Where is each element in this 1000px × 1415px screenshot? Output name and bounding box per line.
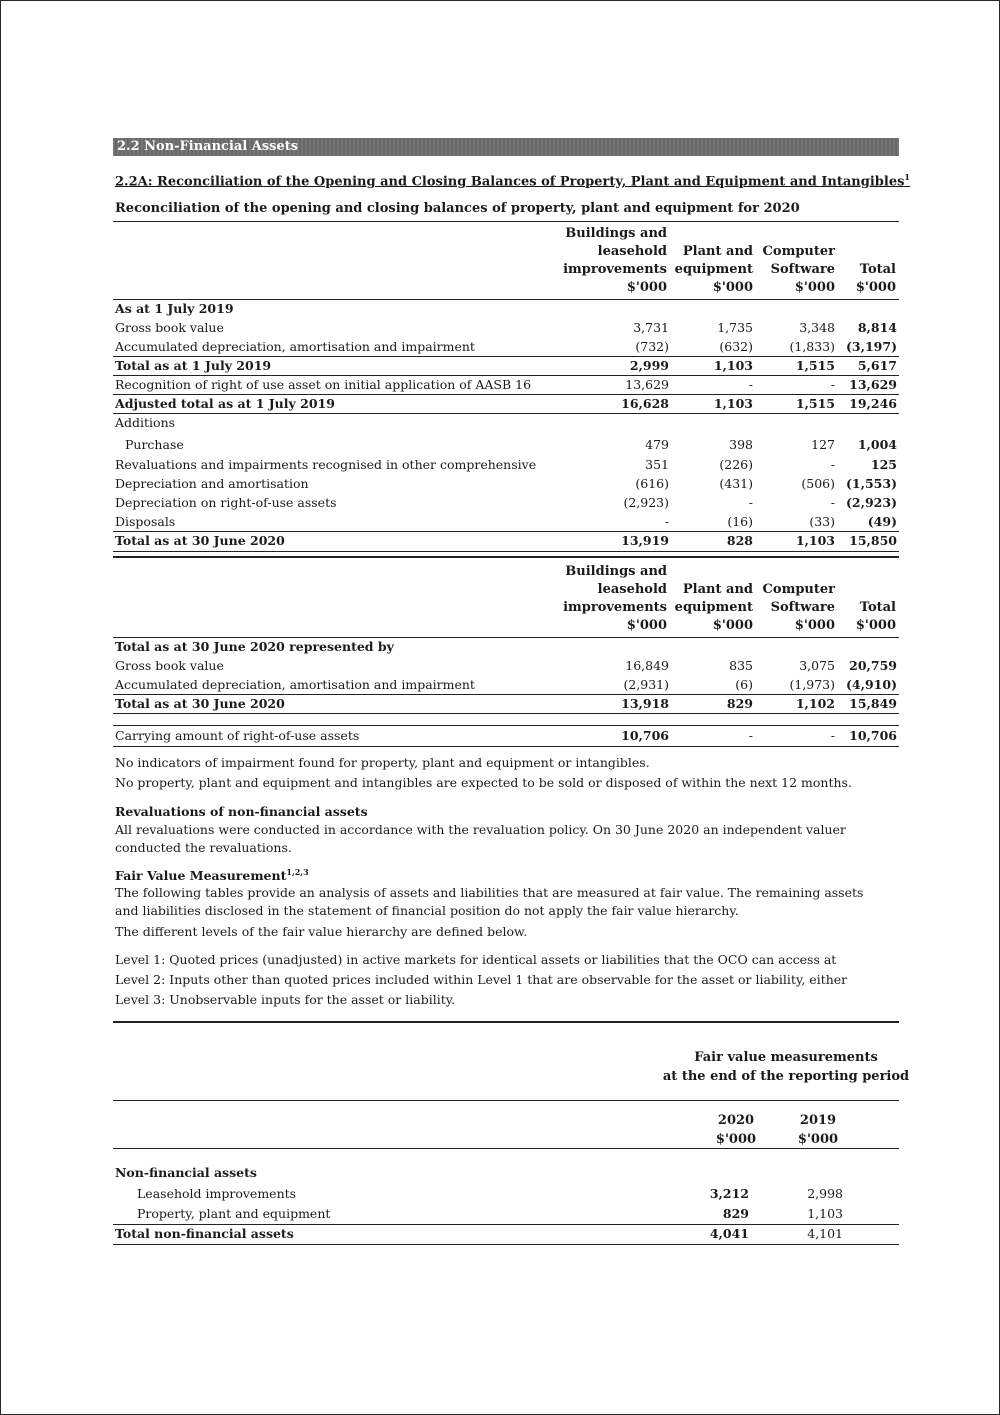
fair-value-p1: The following tables provide an analysis of assets and liabilities that are measured at fair value. The remaining assets and liabilities disclosed in the statement of financial position do not apply the fair value hierarchy. (115, 885, 864, 918)
cell-plant: - (748, 728, 753, 743)
row-label: Purchase (125, 437, 184, 452)
t2-h3-l1: Computer (762, 582, 835, 597)
cell-total: (4,910) (846, 677, 897, 692)
t1-h3-l2: Software (770, 262, 835, 277)
subheading (115, 172, 910, 189)
level-1: Level 1: Quoted prices (unadjusted) in active markets for identical assets or liabilities that the OCO can access at (115, 952, 837, 967)
t1-h2-l3: $'000 (712, 280, 753, 295)
cell-total: 19,246 (849, 396, 897, 411)
row-label: Total non-financial assets (115, 1226, 294, 1241)
fv-header-line1: Fair value measurements (694, 1050, 878, 1065)
cell-software: 1,515 (795, 396, 835, 411)
t2-h1-l1: Buildings and (565, 564, 667, 579)
cell-software: - (830, 728, 835, 743)
fair-value-p2: The different levels of the fair value hierarchy are defined below. (115, 924, 528, 939)
cell-buildings: 351 (645, 457, 669, 472)
t2-h4-l2: $'000 (855, 618, 896, 633)
cell-2020: 3,212 (709, 1186, 749, 1201)
table2-bottom-rule (113, 746, 899, 747)
t1-h1-l1: Buildings and (565, 226, 667, 241)
fv-col-2020-year: 2020 (717, 1113, 755, 1128)
table1-top-rule (113, 221, 899, 222)
level-2: Level 2: Inputs other than quoted prices included within Level 1 that are observable for the asset or liability, either (115, 972, 848, 987)
fair-value-heading-text: Fair Value Measurement (115, 868, 287, 884)
cell-plant: 829 (726, 696, 753, 711)
note-disposal: No property, plant and equipment and intangibles are expected to be sold or disposed of within the next 12 months. (115, 775, 852, 790)
row-label: Revaluations and impairments recognised in other comprehensive (115, 457, 537, 472)
t2-col-software-header (763, 581, 835, 635)
section-title-bar (113, 138, 899, 156)
row-label: Depreciation and amortisation (115, 476, 309, 491)
row-label: Leasehold improvements (137, 1186, 297, 1201)
cell-plant: 828 (726, 533, 753, 548)
table-row (115, 476, 899, 495)
fv-col-2020-unit: $'000 (715, 1132, 757, 1147)
row-rule (113, 1224, 899, 1225)
table-row (115, 1206, 899, 1226)
t1-h1-l3: improvements (563, 262, 667, 277)
t2-h2-l1: Plant and (682, 582, 753, 597)
t2-h3-l2: Software (770, 600, 835, 615)
cell-software: 1,515 (795, 358, 835, 373)
cell-buildings: 16,628 (621, 396, 669, 411)
cell-total: (1,553) (846, 476, 897, 491)
t2-h1-l2: leasehold (597, 582, 667, 597)
cell-total: 5,617 (857, 358, 897, 373)
cell-total: (3,197) (846, 339, 897, 354)
table-row (115, 533, 899, 552)
table-row (115, 415, 899, 434)
table-row (115, 320, 899, 339)
cell-plant: 1,103 (713, 358, 753, 373)
cell-2020: 4,041 (709, 1226, 749, 1241)
cell-software: - (830, 495, 835, 510)
row-rule (113, 356, 899, 357)
t2-col-buildings-header (563, 563, 667, 635)
table-row (115, 457, 899, 476)
t1-col-buildings-header (563, 225, 667, 297)
cell-total: 1,004 (857, 437, 897, 452)
cell-plant: 1,103 (713, 396, 753, 411)
t2-col-total-header (856, 599, 896, 635)
cell-total: 10,706 (849, 728, 897, 743)
cell-total: 13,629 (849, 377, 897, 392)
cell-total: 8,814 (857, 320, 897, 335)
subheading-text: 2.2A: Reconciliation of the Opening and Closing Balances of Property, Plant and Equipment and Intangibles (115, 174, 905, 190)
row-rule (113, 694, 899, 695)
revaluations-text: All revaluations were conducted in accordance with the revaluation policy. On 30 June 2020 an independent valuer conducted the revaluations. (115, 822, 846, 855)
fv-col-2019-year: 2019 (799, 1113, 837, 1128)
cell-plant: 1,735 (717, 320, 753, 335)
row-label: Recognition of right of use asset on initial application of AASB 16 (115, 377, 532, 392)
row-label: Total as at 1 July 2019 (115, 358, 272, 373)
fv-header-rule (113, 1100, 899, 1101)
cell-plant: (226) (719, 457, 753, 472)
row-rule (113, 375, 899, 376)
cell-total: 20,759 (849, 658, 897, 673)
cell-software: (506) (801, 476, 835, 491)
t1-col-total-header (856, 261, 896, 297)
table-row (115, 1165, 899, 1185)
cell-plant: - (748, 377, 753, 392)
t1-h2-l2: equipment (674, 262, 753, 277)
row-label: Accumulated depreciation, amortisation and impairment (115, 677, 475, 692)
t2-h2-l2: equipment (674, 600, 753, 615)
table-row (115, 495, 899, 514)
row-label: Non-financial assets (115, 1165, 257, 1180)
row-label: Depreciation on right-of-use assets (115, 495, 337, 510)
t2-h1-l3: improvements (563, 600, 667, 615)
cell-software: (1,973) (789, 677, 835, 692)
cell-software: 3,348 (799, 320, 835, 335)
t1-h4-l1: Total (859, 262, 896, 277)
cell-software: 3,075 (799, 658, 835, 673)
t1-h1-l4: $'000 (626, 280, 667, 295)
cell-buildings: 13,629 (625, 377, 669, 392)
cell-plant: - (748, 495, 753, 510)
table1-bottom-rule (113, 551, 899, 552)
t1-h3-l3: $'000 (794, 280, 835, 295)
cell-total: (2,923) (846, 495, 897, 510)
cell-software: - (830, 377, 835, 392)
fv-col-2019-unit: $'000 (797, 1132, 839, 1147)
table1-title: Reconciliation of the opening and closing balances of property, plant and equipment for 2020 (115, 201, 800, 216)
cell-buildings: (2,931) (623, 677, 669, 692)
cell-total: 15,849 (849, 696, 897, 711)
cell-buildings: (732) (635, 339, 669, 354)
t1-col-plant-header (675, 243, 753, 297)
cell-buildings: - (664, 514, 669, 529)
fv-header (661, 1048, 911, 1086)
cell-buildings: 16,849 (625, 658, 669, 673)
row-rule (113, 531, 899, 532)
fv-bottom-rule (113, 1244, 899, 1245)
cell-software: 1,102 (795, 696, 835, 711)
table-row (115, 437, 899, 456)
cell-buildings: (616) (635, 476, 669, 491)
cell-buildings: 2,999 (629, 358, 669, 373)
table2-top-rule (113, 556, 899, 558)
t1-h3-l1: Computer (762, 244, 835, 259)
row-label: As at 1 July 2019 (115, 301, 234, 316)
cell-2019: 4,101 (807, 1226, 843, 1241)
section-title: 2.2 Non-Financial Assets (117, 139, 299, 154)
cell-plant: 398 (729, 437, 753, 452)
cell-plant: (431) (719, 476, 753, 491)
t2-h4-l1: Total (859, 600, 896, 615)
fv-top-rule (113, 1021, 899, 1023)
cell-software: - (830, 457, 835, 472)
row-label: Total as at 30 June 2020 (115, 696, 285, 711)
table-row (115, 301, 899, 320)
t1-h4-l2: $'000 (855, 280, 896, 295)
row-label: Disposals (115, 514, 176, 529)
cell-software: 1,103 (795, 533, 835, 548)
row-label: Accumulated depreciation, amortisation and impairment (115, 339, 475, 354)
cell-buildings: 3,731 (633, 320, 669, 335)
subheading-footnote: 1 (904, 172, 910, 182)
table-row (115, 639, 899, 658)
cell-2019: 1,103 (807, 1206, 843, 1221)
fair-value-footnotes: 1,2,3 (286, 867, 309, 877)
note-impairment: No indicators of impairment found for property, plant and equipment or intangibles. (115, 755, 650, 770)
row-label: Gross book value (115, 658, 224, 673)
fv-col-rule (113, 1148, 899, 1149)
row-label: Property, plant and equipment (137, 1206, 331, 1221)
cell-software: (33) (809, 514, 835, 529)
fv-col-2020 (701, 1111, 771, 1149)
cell-software: 127 (811, 437, 835, 452)
row-label: Adjusted total as at 1 July 2019 (115, 396, 335, 411)
row-label: Carrying amount of right-of-use assets (115, 728, 360, 743)
cell-plant: (6) (735, 677, 753, 692)
revaluations-heading: Revaluations of non-financial assets (115, 804, 368, 819)
table-row (115, 1186, 899, 1206)
cell-total: (49) (867, 514, 897, 529)
cell-buildings: 13,918 (621, 696, 669, 711)
cell-software: (1,833) (789, 339, 835, 354)
t2-col-plant-header (675, 581, 753, 635)
cell-buildings: (2,923) (623, 495, 669, 510)
fair-value-heading (115, 863, 905, 885)
table-row (115, 1226, 899, 1246)
cell-2020: 829 (722, 1206, 749, 1221)
cell-plant: (16) (727, 514, 753, 529)
cell-plant: 835 (729, 658, 753, 673)
cell-buildings: 479 (645, 437, 669, 452)
t2-header-rule (113, 637, 899, 638)
fv-header-line2: at the end of the reporting period (662, 1069, 910, 1084)
t1-h2-l1: Plant and (682, 244, 753, 259)
cell-2019: 2,998 (807, 1186, 843, 1201)
t1-header-rule (113, 299, 899, 300)
t2-h3-l3: $'000 (794, 618, 835, 633)
row-rule (113, 725, 899, 726)
row-rule (113, 394, 899, 395)
cell-buildings: 13,919 (621, 533, 669, 548)
t1-h1-l2: leasehold (597, 244, 667, 259)
cell-plant: (632) (719, 339, 753, 354)
t1-col-software-header (763, 243, 835, 297)
cell-total: 15,850 (849, 533, 897, 548)
fv-col-2019 (783, 1111, 853, 1149)
row-rule (113, 413, 899, 414)
cell-total: 125 (870, 457, 897, 472)
t2-h2-l3: $'000 (712, 618, 753, 633)
cell-buildings: 10,706 (621, 728, 669, 743)
row-label: Total as at 30 June 2020 represented by (115, 639, 394, 654)
row-label: Gross book value (115, 320, 224, 335)
row-rule (113, 713, 899, 714)
row-label: Total as at 30 June 2020 (115, 533, 285, 548)
t2-h1-l4: $'000 (626, 618, 667, 633)
level-3: Level 3: Unobservable inputs for the asset or liability. (115, 992, 456, 1007)
row-label: Additions (115, 415, 176, 430)
table-row (115, 728, 899, 747)
table-row (115, 658, 899, 677)
